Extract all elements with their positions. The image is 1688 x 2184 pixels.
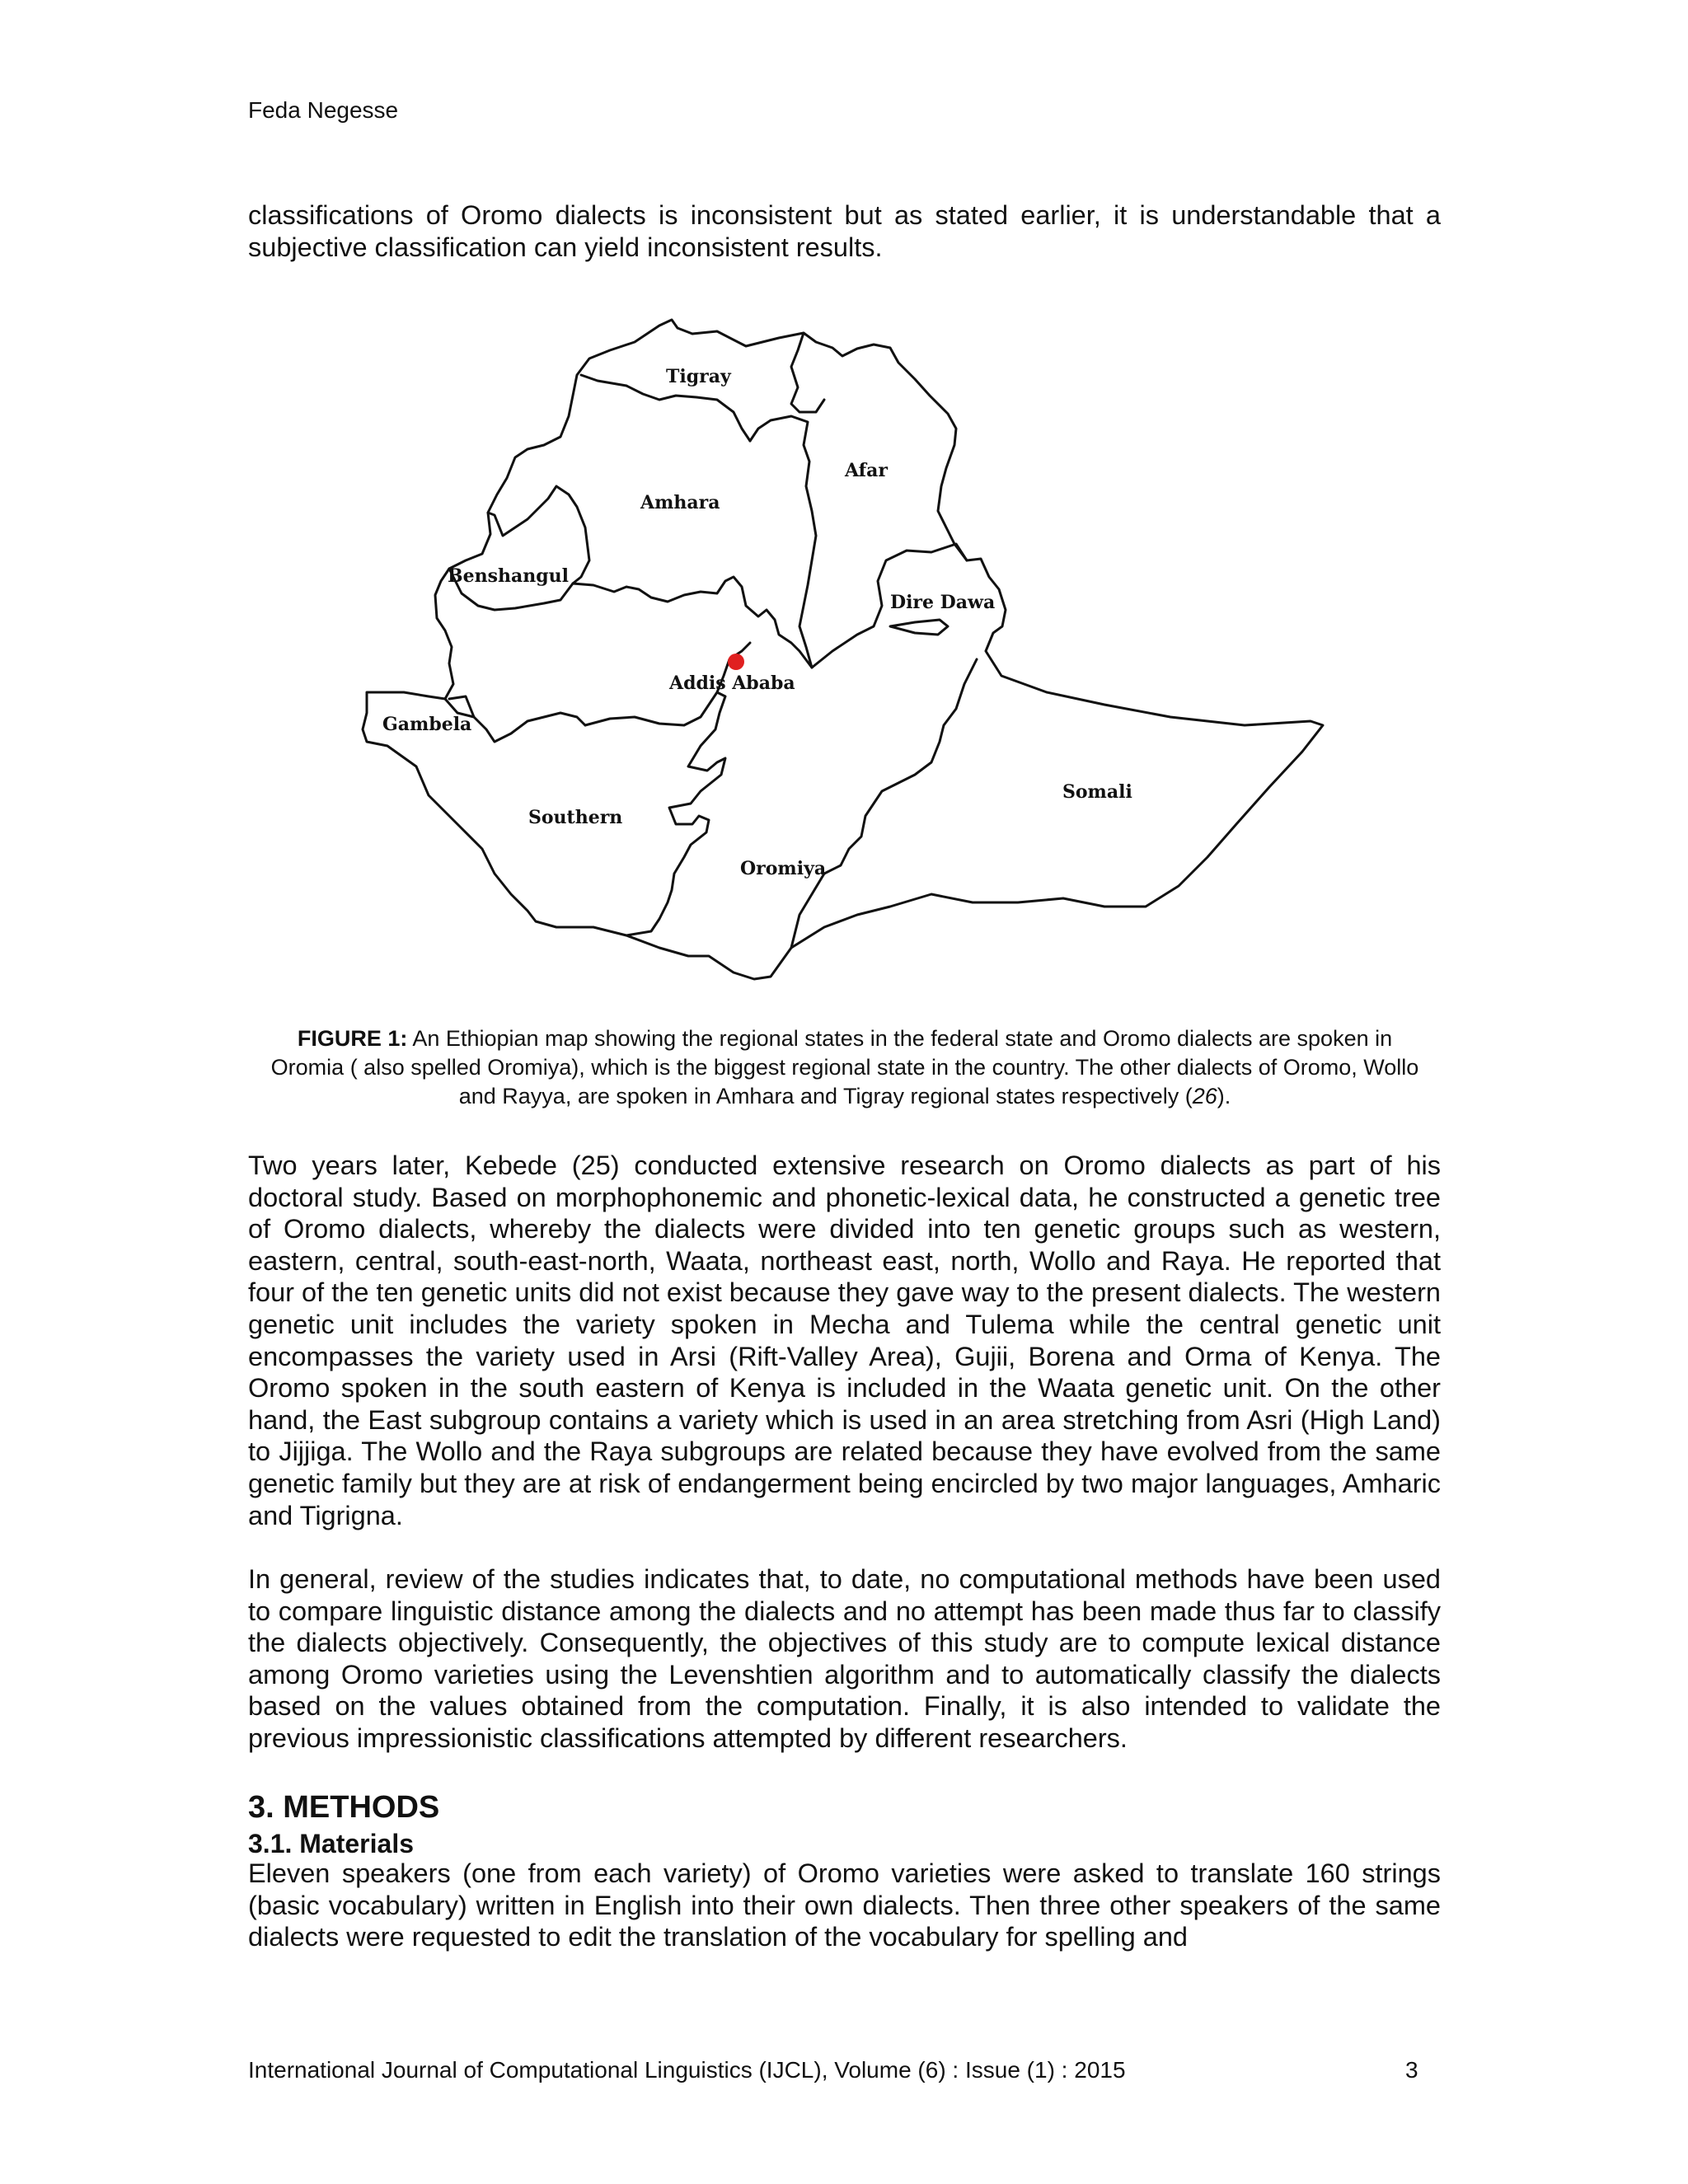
section-heading-methods: 3. METHODS (248, 1790, 440, 1825)
region-label-afar: Afar (845, 460, 888, 481)
figure-caption-reference: 26 (1192, 1084, 1217, 1108)
addis-ababa-marker (728, 654, 744, 670)
region-label-tigray: Tigray (666, 366, 731, 387)
paragraph-intro: classifications of Oromo dialects is inconsistent but as stated earlier, it is understandable that a subjective classification can yield inconsistent results. (248, 200, 1441, 262)
ethiopia-regional-map (346, 305, 1343, 1005)
figure-caption-text: An Ethiopian map showing the regional states in the federal state and Oromo dialects are spoken in Oromia ( also spelled Oromiya), which is the biggest regional state in the country. The other dialects of Oromo, Wollo and Rayya, are spoken in Amhara and Tigray regional states respectively ( (270, 1026, 1419, 1108)
running-head-author: Feda Negesse (248, 97, 399, 123)
country-outline (363, 320, 1323, 979)
region-label-oromiya: Oromiya (740, 858, 827, 879)
paragraph-kebede-study: Two years later, Kebede (25) conducted extensive research on Oromo dialects as part of his doctoral study. Based on morphophonemic and phonetic-lexical data, he constructed a genetic tree of Oromo dialects, whereby the dialects were divided into ten genetic groups such as western, eastern, central, south-east-north, Waata, northeast east, north, Wollo and Raya. He reported that four of the ten genetic units did not exist because they gave way to the present dialects. The western genetic unit includes the variety spoken in Mecha and Tulema while the central genetic unit encompasses the variety used in Arsi (Rift-Valley Area), Gujii, Borena and Orma of Kenya. The Oromo spoken in the south eastern of Kenya is included in the Waata genetic unit. On the other hand, the East subgroup contains a variety which is used in an area stretching from Asri (High Land) to Jijjiga. The Wollo and the Raya subgroups are related because they have evolved from the same genetic family but they are at risk of endangerment being encircled by two major languages, Amharic and Tigrigna. (248, 1151, 1441, 1530)
page-number: 3 (1405, 2057, 1418, 2083)
region-label-somali: Somali (1062, 781, 1132, 803)
region-label-dire-dawa: Dire Dawa (890, 592, 996, 613)
figure-caption (264, 1024, 1426, 1111)
region-label-addis-ababa: Addis Ababa (669, 673, 795, 694)
paragraph-materials: Eleven speakers (one from each variety) of Oromo varieties were asked to translate 160 strings (basic vocabulary) written in English into their own dialects. Then three other speakers of the same dialects were requested to edit the translation of the vocabulary for spelling and (248, 1858, 1441, 1952)
figure-caption-end: ). (1217, 1084, 1231, 1108)
paragraph-objectives: In general, review of the studies indicates that, to date, no computational methods have been used to compare linguistic distance among the dialects and no attempt has been made thus far to classify the dialects objectively. Consequently, the objectives of this study are to compute lexical distance among Oromo varieties using the Levenshtien algorithm and to automatically classify the dialects based on the values obtained from the computation. Finally, it is also intended to validate the previous impressionistic classifications attempted by different researchers. (248, 1564, 1441, 1753)
figure-caption-label: FIGURE 1: (297, 1026, 408, 1051)
region-label-southern: Southern (528, 807, 623, 828)
footer-journal: International Journal of Computational Linguistics (IJCL), Volume (6) : Issue (1) : 2015 (248, 2057, 1126, 2083)
region-label-benshangul: Benshangul (448, 565, 569, 587)
region-label-gambela: Gambela (382, 714, 472, 735)
subsection-heading-materials: 3.1. Materials (248, 1829, 414, 1858)
region-label-amhara: Amhara (640, 492, 720, 513)
